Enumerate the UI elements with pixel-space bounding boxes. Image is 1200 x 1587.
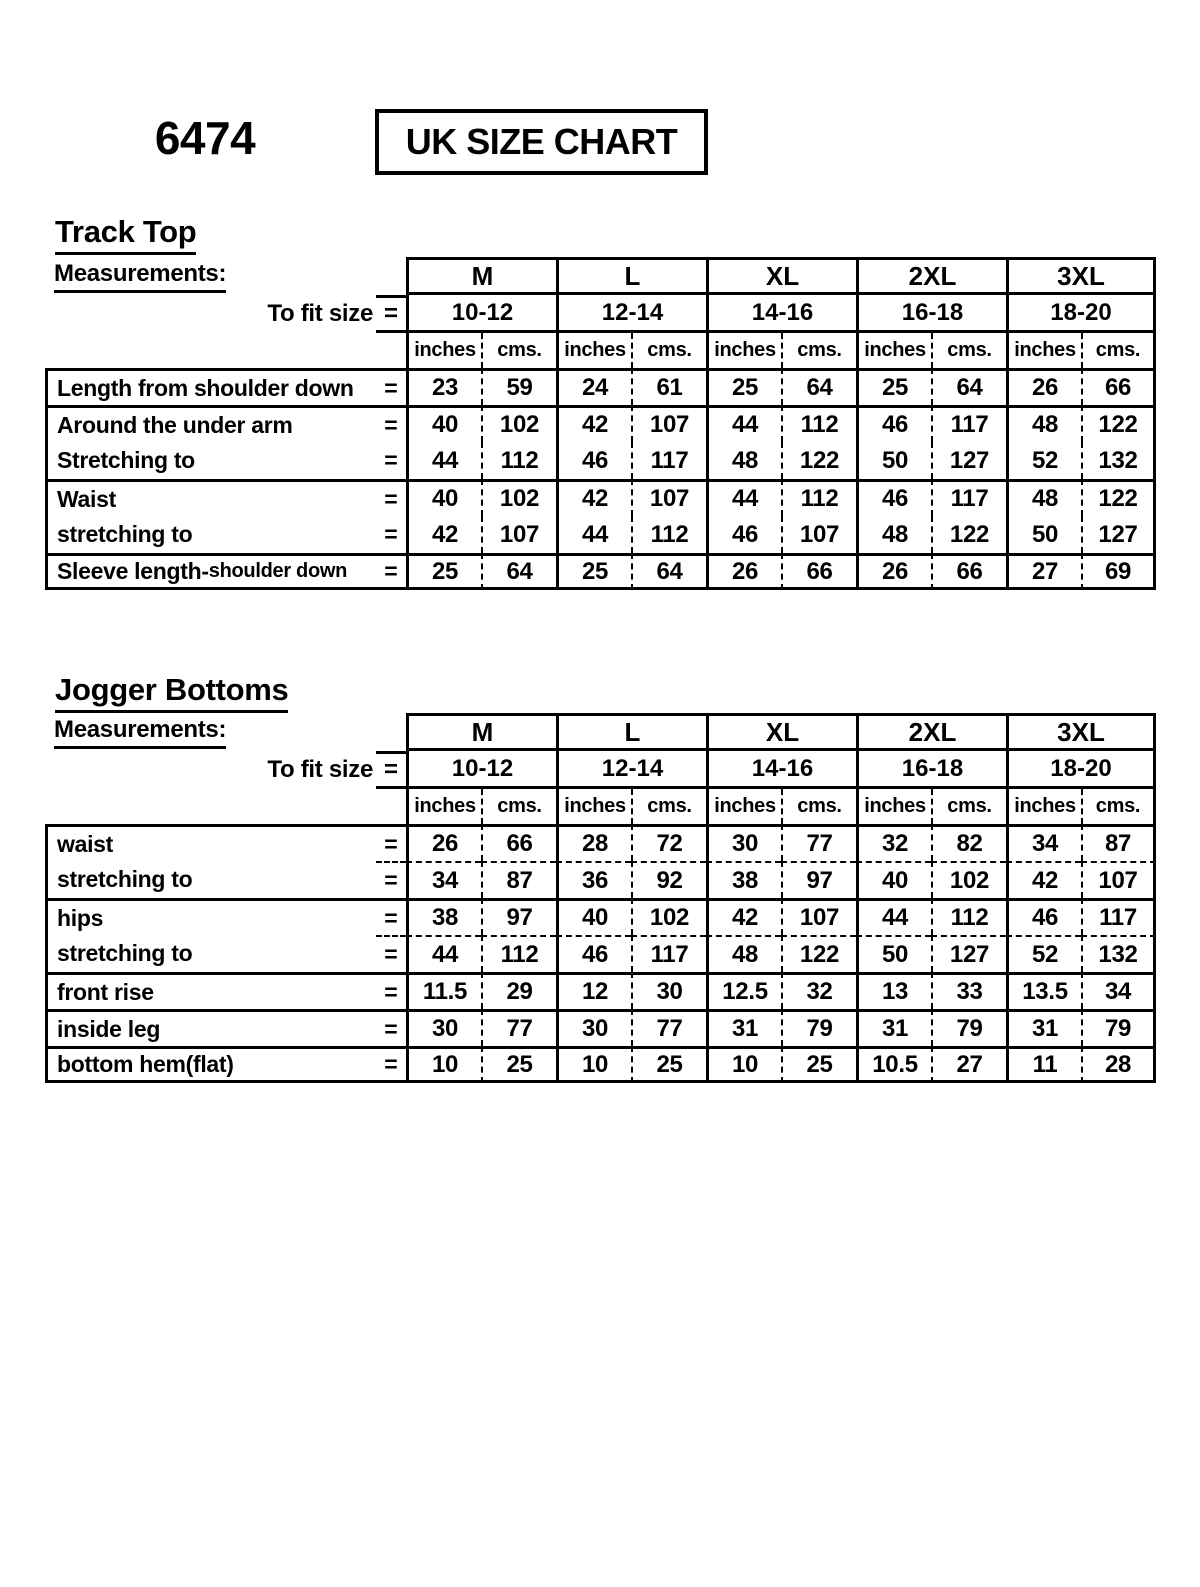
unit-header-cell: inches bbox=[1006, 789, 1081, 824]
measurement-value-cell: 48 bbox=[856, 516, 931, 553]
jogger-bottoms-table bbox=[45, 713, 1156, 1083]
size-header-cell: 2XL bbox=[856, 713, 1006, 751]
measurement-value-cell: 44 bbox=[856, 898, 931, 935]
measurements-cell bbox=[45, 713, 376, 751]
unit-header-cell: cms. bbox=[481, 789, 556, 824]
unit-header-cell: inches bbox=[856, 333, 931, 368]
measurement-value-cell: 26 bbox=[406, 824, 481, 861]
measurement-value-cell: 107 bbox=[631, 405, 706, 442]
measurement-value-cell: 10.5 bbox=[856, 1046, 931, 1083]
size-header-cell: 2XL bbox=[856, 257, 1006, 295]
equals-sign: = bbox=[384, 485, 398, 512]
measurement-value-cell: 61 bbox=[631, 368, 706, 405]
measurement-value-cell: 66 bbox=[481, 824, 556, 861]
equals-sign: = bbox=[383, 756, 398, 783]
measurement-value-cell: 72 bbox=[631, 824, 706, 861]
equals-sign: = bbox=[384, 411, 398, 438]
measurement-value-cell: 40 bbox=[856, 861, 931, 898]
measurement-value-cell: 30 bbox=[406, 1009, 481, 1046]
measurement-value-cell: 79 bbox=[931, 1009, 1006, 1046]
header-spacer bbox=[376, 713, 406, 751]
measurement-row-label bbox=[45, 1009, 376, 1046]
size-header-cell: L bbox=[556, 713, 706, 751]
measurement-value-cell: 32 bbox=[781, 972, 856, 1009]
measurement-value-cell: 46 bbox=[706, 516, 781, 553]
measurement-value-cell: 25 bbox=[781, 1046, 856, 1083]
measurement-value-cell: 34 bbox=[406, 861, 481, 898]
fit-range-cell: 14-16 bbox=[706, 295, 856, 333]
track-top-table bbox=[45, 257, 1156, 590]
measurement-value-cell: 25 bbox=[706, 368, 781, 405]
measurement-value-cell: 50 bbox=[856, 442, 931, 479]
measurement-value-cell: 112 bbox=[781, 405, 856, 442]
fit-range-cell: 16-18 bbox=[856, 751, 1006, 789]
measurement-value-cell: 107 bbox=[781, 898, 856, 935]
unit-header-cell: inches bbox=[556, 789, 631, 824]
measurement-value-cell: 46 bbox=[1006, 898, 1081, 935]
row-equals-cell bbox=[376, 1046, 406, 1083]
measurement-row-label bbox=[45, 824, 376, 861]
measurement-value-cell: 30 bbox=[556, 1009, 631, 1046]
measurement-value-cell: 10 bbox=[556, 1046, 631, 1083]
row-equals-cell bbox=[376, 479, 406, 516]
unit-header-cell: cms. bbox=[781, 789, 856, 824]
measurement-value-cell: 48 bbox=[1006, 479, 1081, 516]
to-fit-equals-cell bbox=[376, 295, 406, 333]
product-code: 6474 bbox=[154, 112, 256, 164]
to-fit-size-cell bbox=[45, 751, 376, 789]
measurement-row-label bbox=[45, 479, 376, 516]
row-equals-cell bbox=[376, 442, 406, 479]
measurement-value-cell: 122 bbox=[781, 442, 856, 479]
measurement-value-cell: 11 bbox=[1006, 1046, 1081, 1083]
fit-range-cell: 10-12 bbox=[406, 295, 556, 333]
measurement-value-cell: 26 bbox=[856, 553, 931, 590]
equals-sign: = bbox=[383, 300, 398, 327]
measurement-value-cell: 50 bbox=[1006, 516, 1081, 553]
row-label-text: waist bbox=[57, 830, 114, 857]
measurement-value-cell: 122 bbox=[931, 516, 1006, 553]
measurement-value-cell: 79 bbox=[1081, 1009, 1156, 1046]
row-equals-cell bbox=[376, 1009, 406, 1046]
measurement-value-cell: 117 bbox=[631, 442, 706, 479]
equals-sign: = bbox=[384, 941, 398, 967]
measurement-value-cell: 12 bbox=[556, 972, 631, 1009]
measurement-value-cell: 77 bbox=[781, 824, 856, 861]
measurement-value-cell: 33 bbox=[931, 972, 1006, 1009]
measurement-value-cell: 30 bbox=[631, 972, 706, 1009]
unit-header-cell: cms. bbox=[781, 333, 856, 368]
row-equals-cell bbox=[376, 368, 406, 405]
row-label-text: bottom hem(flat) bbox=[57, 1051, 234, 1077]
row-equals-cell bbox=[376, 824, 406, 861]
measurement-value-cell: 23 bbox=[406, 368, 481, 405]
measurement-value-cell: 127 bbox=[931, 442, 1006, 479]
measurement-value-cell: 10 bbox=[406, 1046, 481, 1083]
measurement-value-cell: 52 bbox=[1006, 935, 1081, 972]
fit-range-cell: 18-20 bbox=[1006, 751, 1156, 789]
row-label-text: stretching to bbox=[57, 521, 193, 547]
fit-range-cell: 12-14 bbox=[556, 751, 706, 789]
unit-header-cell: cms. bbox=[1081, 333, 1156, 368]
measurement-value-cell: 117 bbox=[931, 479, 1006, 516]
track-top-heading-text: Track Top bbox=[55, 214, 196, 255]
measurement-value-cell: 25 bbox=[856, 368, 931, 405]
measurement-value-cell: 107 bbox=[781, 516, 856, 553]
measurement-value-cell: 26 bbox=[1006, 368, 1081, 405]
measurement-value-cell: 127 bbox=[931, 935, 1006, 972]
measurement-value-cell: 44 bbox=[706, 405, 781, 442]
measurement-row-label bbox=[45, 442, 376, 479]
measurement-value-cell: 112 bbox=[931, 898, 1006, 935]
measurement-value-cell: 13 bbox=[856, 972, 931, 1009]
row-equals-cell bbox=[376, 935, 406, 972]
measurement-value-cell: 42 bbox=[556, 405, 631, 442]
measurement-row-label bbox=[45, 368, 376, 405]
measurement-value-cell: 26 bbox=[706, 553, 781, 590]
unit-header-cell: inches bbox=[706, 333, 781, 368]
measurement-value-cell: 59 bbox=[481, 368, 556, 405]
equals-sign: = bbox=[384, 1015, 398, 1042]
measurement-value-cell: 29 bbox=[481, 972, 556, 1009]
measurement-value-cell: 102 bbox=[481, 479, 556, 516]
measurement-row-label bbox=[45, 553, 376, 590]
equals-sign: = bbox=[384, 374, 398, 401]
measurement-value-cell: 25 bbox=[406, 553, 481, 590]
measurement-value-cell: 30 bbox=[706, 824, 781, 861]
to-fit-size-label: To fit size bbox=[267, 756, 373, 783]
row-label-text: hips bbox=[57, 904, 104, 931]
measurement-value-cell: 12.5 bbox=[706, 972, 781, 1009]
equals-sign: = bbox=[384, 830, 398, 857]
measurement-value-cell: 40 bbox=[406, 405, 481, 442]
measurement-value-cell: 32 bbox=[856, 824, 931, 861]
measurement-value-cell: 25 bbox=[631, 1046, 706, 1083]
size-header-cell: 3XL bbox=[1006, 713, 1156, 751]
measurement-value-cell: 42 bbox=[706, 898, 781, 935]
size-header-cell: L bbox=[556, 257, 706, 295]
row-label-text: Length from shoulder down bbox=[57, 374, 354, 401]
measurement-value-cell: 112 bbox=[781, 479, 856, 516]
row-equals-cell bbox=[376, 553, 406, 590]
measurement-value-cell: 48 bbox=[706, 442, 781, 479]
measurement-value-cell: 48 bbox=[706, 935, 781, 972]
equals-sign: = bbox=[384, 558, 398, 584]
measurement-value-cell: 48 bbox=[1006, 405, 1081, 442]
measurement-value-cell: 107 bbox=[481, 516, 556, 553]
unit-header-cell: cms. bbox=[631, 333, 706, 368]
fit-range-cell: 10-12 bbox=[406, 751, 556, 789]
size-header-cell: M bbox=[406, 257, 556, 295]
measurement-value-cell: 127 bbox=[1081, 516, 1156, 553]
measurement-value-cell: 79 bbox=[781, 1009, 856, 1046]
measurement-value-cell: 102 bbox=[631, 898, 706, 935]
measurement-value-cell: 36 bbox=[556, 861, 631, 898]
measurement-value-cell: 46 bbox=[556, 442, 631, 479]
row-label-text: front rise bbox=[57, 978, 154, 1005]
unit-header-cell: inches bbox=[406, 789, 481, 824]
measurement-value-cell: 38 bbox=[406, 898, 481, 935]
measurement-value-cell: 97 bbox=[781, 861, 856, 898]
measurement-value-cell: 44 bbox=[406, 442, 481, 479]
unit-header-cell: cms. bbox=[1081, 789, 1156, 824]
equals-sign: = bbox=[384, 447, 398, 473]
unit-header-cell: inches bbox=[1006, 333, 1081, 368]
measurements-label: Measurements: bbox=[54, 260, 226, 293]
measurement-value-cell: 66 bbox=[781, 553, 856, 590]
measurement-value-cell: 46 bbox=[856, 479, 931, 516]
measurement-value-cell: 44 bbox=[556, 516, 631, 553]
measurement-value-cell: 64 bbox=[931, 368, 1006, 405]
header-spacer bbox=[376, 257, 406, 295]
measurement-row-label bbox=[45, 972, 376, 1009]
measurement-value-cell: 25 bbox=[481, 1046, 556, 1083]
units-row-spacer bbox=[376, 789, 406, 824]
measurement-value-cell: 40 bbox=[406, 479, 481, 516]
unit-header-cell: inches bbox=[706, 789, 781, 824]
measurement-value-cell: 132 bbox=[1081, 442, 1156, 479]
measurement-value-cell: 40 bbox=[556, 898, 631, 935]
measurement-value-cell: 52 bbox=[1006, 442, 1081, 479]
measurement-value-cell: 102 bbox=[931, 861, 1006, 898]
units-row-spacer bbox=[45, 333, 376, 368]
row-equals-cell bbox=[376, 516, 406, 553]
measurement-value-cell: 42 bbox=[1006, 861, 1081, 898]
measurement-value-cell: 34 bbox=[1006, 824, 1081, 861]
measurement-value-cell: 117 bbox=[931, 405, 1006, 442]
row-equals-cell bbox=[376, 898, 406, 935]
measurement-value-cell: 64 bbox=[481, 553, 556, 590]
unit-header-cell: cms. bbox=[481, 333, 556, 368]
fit-range-cell: 14-16 bbox=[706, 751, 856, 789]
equals-sign: = bbox=[384, 521, 398, 547]
measurement-value-cell: 87 bbox=[481, 861, 556, 898]
measurement-value-cell: 132 bbox=[1081, 935, 1156, 972]
measurement-value-cell: 28 bbox=[556, 824, 631, 861]
row-label-text: stretching to bbox=[57, 940, 193, 966]
to-fit-size-cell bbox=[45, 295, 376, 333]
row-equals-cell bbox=[376, 405, 406, 442]
measurement-value-cell: 31 bbox=[1006, 1009, 1081, 1046]
units-row-spacer bbox=[376, 333, 406, 368]
row-label-text: Around the under arm bbox=[57, 411, 293, 438]
measurement-value-cell: 122 bbox=[1081, 479, 1156, 516]
unit-header-cell: cms. bbox=[931, 789, 1006, 824]
measurement-value-cell: 122 bbox=[781, 935, 856, 972]
size-header-cell: 3XL bbox=[1006, 257, 1156, 295]
measurement-value-cell: 107 bbox=[631, 479, 706, 516]
measurement-value-cell: 112 bbox=[481, 935, 556, 972]
row-equals-cell bbox=[376, 861, 406, 898]
equals-sign: = bbox=[384, 867, 398, 893]
size-header-cell: XL bbox=[706, 257, 856, 295]
size-chart-title-box bbox=[375, 109, 708, 175]
measurement-value-cell: 77 bbox=[631, 1009, 706, 1046]
track-top-heading bbox=[55, 214, 196, 255]
measurements-cell bbox=[45, 257, 376, 295]
row-label-text: Waist bbox=[57, 485, 116, 512]
measurement-value-cell: 92 bbox=[631, 861, 706, 898]
measurement-value-cell: 31 bbox=[706, 1009, 781, 1046]
jogger-bottoms-heading bbox=[55, 672, 288, 713]
measurement-row-label bbox=[45, 898, 376, 935]
size-header-cell: XL bbox=[706, 713, 856, 751]
measurement-value-cell: 31 bbox=[856, 1009, 931, 1046]
row-label-text-small: shoulder down bbox=[208, 560, 348, 582]
row-label-text: Sleeve length- bbox=[57, 558, 209, 584]
measurement-value-cell: 11.5 bbox=[406, 972, 481, 1009]
measurement-row-label bbox=[45, 516, 376, 553]
measurement-value-cell: 46 bbox=[556, 935, 631, 972]
row-label-text: inside leg bbox=[57, 1015, 161, 1042]
measurement-row-label bbox=[45, 861, 376, 898]
to-fit-size-label: To fit size bbox=[267, 300, 373, 327]
equals-sign: = bbox=[384, 904, 398, 931]
units-row-spacer bbox=[45, 789, 376, 824]
to-fit-equals-cell bbox=[376, 751, 406, 789]
row-label-text: Stretching to bbox=[57, 447, 195, 473]
fit-range-cell: 12-14 bbox=[556, 295, 706, 333]
fit-range-cell: 18-20 bbox=[1006, 295, 1156, 333]
jogger-bottoms-heading-text: Jogger Bottoms bbox=[55, 672, 288, 713]
measurement-value-cell: 24 bbox=[556, 368, 631, 405]
measurement-row-label bbox=[45, 935, 376, 972]
measurement-value-cell: 25 bbox=[556, 553, 631, 590]
measurement-value-cell: 13.5 bbox=[1006, 972, 1081, 1009]
row-label-text: stretching to bbox=[57, 866, 193, 892]
unit-header-cell: inches bbox=[856, 789, 931, 824]
measurement-row-label bbox=[45, 1046, 376, 1083]
measurement-value-cell: 27 bbox=[1006, 553, 1081, 590]
unit-header-cell: inches bbox=[406, 333, 481, 368]
measurement-value-cell: 82 bbox=[931, 824, 1006, 861]
measurement-value-cell: 66 bbox=[931, 553, 1006, 590]
measurement-value-cell: 46 bbox=[856, 405, 931, 442]
measurement-value-cell: 117 bbox=[1081, 898, 1156, 935]
measurement-value-cell: 69 bbox=[1081, 553, 1156, 590]
unit-header-cell: cms. bbox=[631, 789, 706, 824]
row-equals-cell bbox=[376, 972, 406, 1009]
measurement-value-cell: 64 bbox=[781, 368, 856, 405]
equals-sign: = bbox=[384, 1051, 398, 1077]
measurement-value-cell: 42 bbox=[556, 479, 631, 516]
size-header-cell: M bbox=[406, 713, 556, 751]
measurement-value-cell: 44 bbox=[706, 479, 781, 516]
measurement-value-cell: 107 bbox=[1081, 861, 1156, 898]
measurement-value-cell: 44 bbox=[406, 935, 481, 972]
measurement-value-cell: 122 bbox=[1081, 405, 1156, 442]
fit-range-cell: 16-18 bbox=[856, 295, 1006, 333]
measurement-value-cell: 50 bbox=[856, 935, 931, 972]
measurement-value-cell: 42 bbox=[406, 516, 481, 553]
size-chart-title: UK SIZE CHART bbox=[405, 121, 678, 162]
measurement-value-cell: 102 bbox=[481, 405, 556, 442]
measurement-value-cell: 66 bbox=[1081, 368, 1156, 405]
measurement-value-cell: 38 bbox=[706, 861, 781, 898]
measurement-value-cell: 112 bbox=[481, 442, 556, 479]
measurements-label: Measurements: bbox=[54, 716, 226, 749]
equals-sign: = bbox=[384, 978, 398, 1005]
measurement-value-cell: 27 bbox=[931, 1046, 1006, 1083]
measurement-value-cell: 28 bbox=[1081, 1046, 1156, 1083]
unit-header-cell: inches bbox=[556, 333, 631, 368]
measurement-value-cell: 112 bbox=[631, 516, 706, 553]
measurement-value-cell: 10 bbox=[706, 1046, 781, 1083]
measurement-value-cell: 64 bbox=[631, 553, 706, 590]
measurement-value-cell: 34 bbox=[1081, 972, 1156, 1009]
measurement-value-cell: 117 bbox=[631, 935, 706, 972]
measurement-value-cell: 97 bbox=[481, 898, 556, 935]
unit-header-cell: cms. bbox=[931, 333, 1006, 368]
measurement-value-cell: 87 bbox=[1081, 824, 1156, 861]
measurement-row-label bbox=[45, 405, 376, 442]
measurement-value-cell: 77 bbox=[481, 1009, 556, 1046]
